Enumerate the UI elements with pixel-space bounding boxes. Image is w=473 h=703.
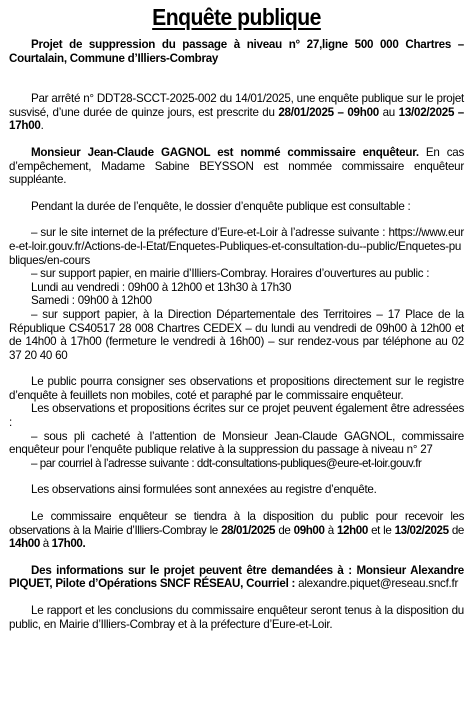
end-date: 13/02/2025 – 17h00 — [9, 105, 464, 133]
spacer — [9, 187, 464, 200]
contact-paragraph: Des informations sur le projet peuvent être demandées à : Monsieur Alexandre PIQUET, Pilote d’Opérations SNCF RÉSEAU, Courriel : alexandre.piquet@reseau.sncf.fr — [9, 563, 464, 591]
spacer — [9, 133, 464, 146]
project-subject: Projet de suppression du passage à niveau n° 27,ligne 500 000 Chartres – Courtalain, Commune d’Illiers-Combray — [9, 38, 464, 65]
start-date: 28/01/2025 – 09h00 — [278, 105, 379, 119]
registry-paragraph: Le public pourra consigner ses observations et propositions directement sur le registre d’enquête à feuillets non mobiles, coté et paraphé par le commissaire enquêteur. — [9, 375, 464, 402]
mail-paragraph: – sous pli cacheté à l’attention de Monsieur Jean-Claude GAGNOL, commissaire enquêteur pour l’enquête publique relative à la suppression du passage à niveau n° 27 — [9, 429, 464, 457]
spacer — [9, 551, 464, 564]
hours-saturday: Samedi : 09h00 à 12h00 — [31, 294, 152, 308]
commissioner-paragraph: Monsieur Jean-Claude GAGNOL est nommé commissaire enquêteur. En cas d’empêchement, Madame Sabine BEYSSON est nommée commissaire enquêteur suppléante. — [9, 145, 464, 187]
annexed-paragraph: Les observations ainsi formulées sont annexées au registre d’enquête. — [31, 483, 377, 497]
consultation-intro: Pendant la durée de l’enquête, le dossier d’enquête publique est consultable : — [31, 199, 411, 213]
conclusion-paragraph: Le rapport et les conclusions du commissaire enquêteur seront tenus à la disposition du public, en Mairie d’Illiers-Combray et à la préfecture d’Eure-et-Loir. — [9, 604, 464, 631]
written-paragraph: Les observations et propositions écrites sur ce projet peuvent également être adressées : — [9, 402, 464, 430]
consultation-ddt: – sur support papier, à la Direction Départementale des Territoires – 17 Place de la République CS40517 28 008 Chartres CEDEX – du lundi au vendredi de 09h00 à 12h00 et de 14h00 à 17h00 (fermeture le vendredi à 16h00) – sur rendez-vous par téléphone au 02 37 20 40 60 — [9, 307, 464, 362]
hours-weekday: Lundi au vendredi : 09h00 à 12h00 et 13h30 à 17h30 — [31, 280, 292, 294]
spacer — [9, 497, 464, 510]
contact-email: alexandre.piquet@reseau.sncf.fr — [298, 577, 459, 591]
spacer — [9, 213, 464, 226]
spacer — [9, 470, 464, 483]
spacer — [9, 362, 464, 375]
spacer — [9, 591, 464, 604]
notice-title: Enquête publique — [152, 4, 321, 30]
consultation-mairie: – sur support papier, en mairie d’Illiers-Combray. Horaires d’ouvertures au public : — [31, 267, 430, 281]
email-paragraph: – par courriel à l’adresse suivante : ddt-consultations-publiques@eure-et-loir.gouv.fr — [31, 456, 422, 470]
spacer — [9, 65, 464, 92]
consultation-web: – sur le site internet de la préfecture d’Eure-et-Loir à l’adresse suivante : https://www.eure-et-loir.gouv.fr/Actions-de-l-Etat/Enquetes-Publiques-et-consultation-du--public/Enquetes-publiques/en-cours — [9, 226, 464, 267]
decree-paragraph: Par arrêté n° DDT28-SCCT-2025-002 du 14/01/2025, une enquête publique sur le projet susvisé, d’une durée de quinze jours, est prescrite du 28/01/2025 – 09h00 au 13/02/2025 – 17h00. — [9, 92, 464, 133]
availability-paragraph: Le commissaire enquêteur se tiendra à la disposition du public pour recevoir les observations à la Mairie d’Illiers-Combray le 28/01/2025 de 09h00 à 12h00 et le 13/02/2025 de 14h00 à 17h00. — [9, 510, 464, 551]
